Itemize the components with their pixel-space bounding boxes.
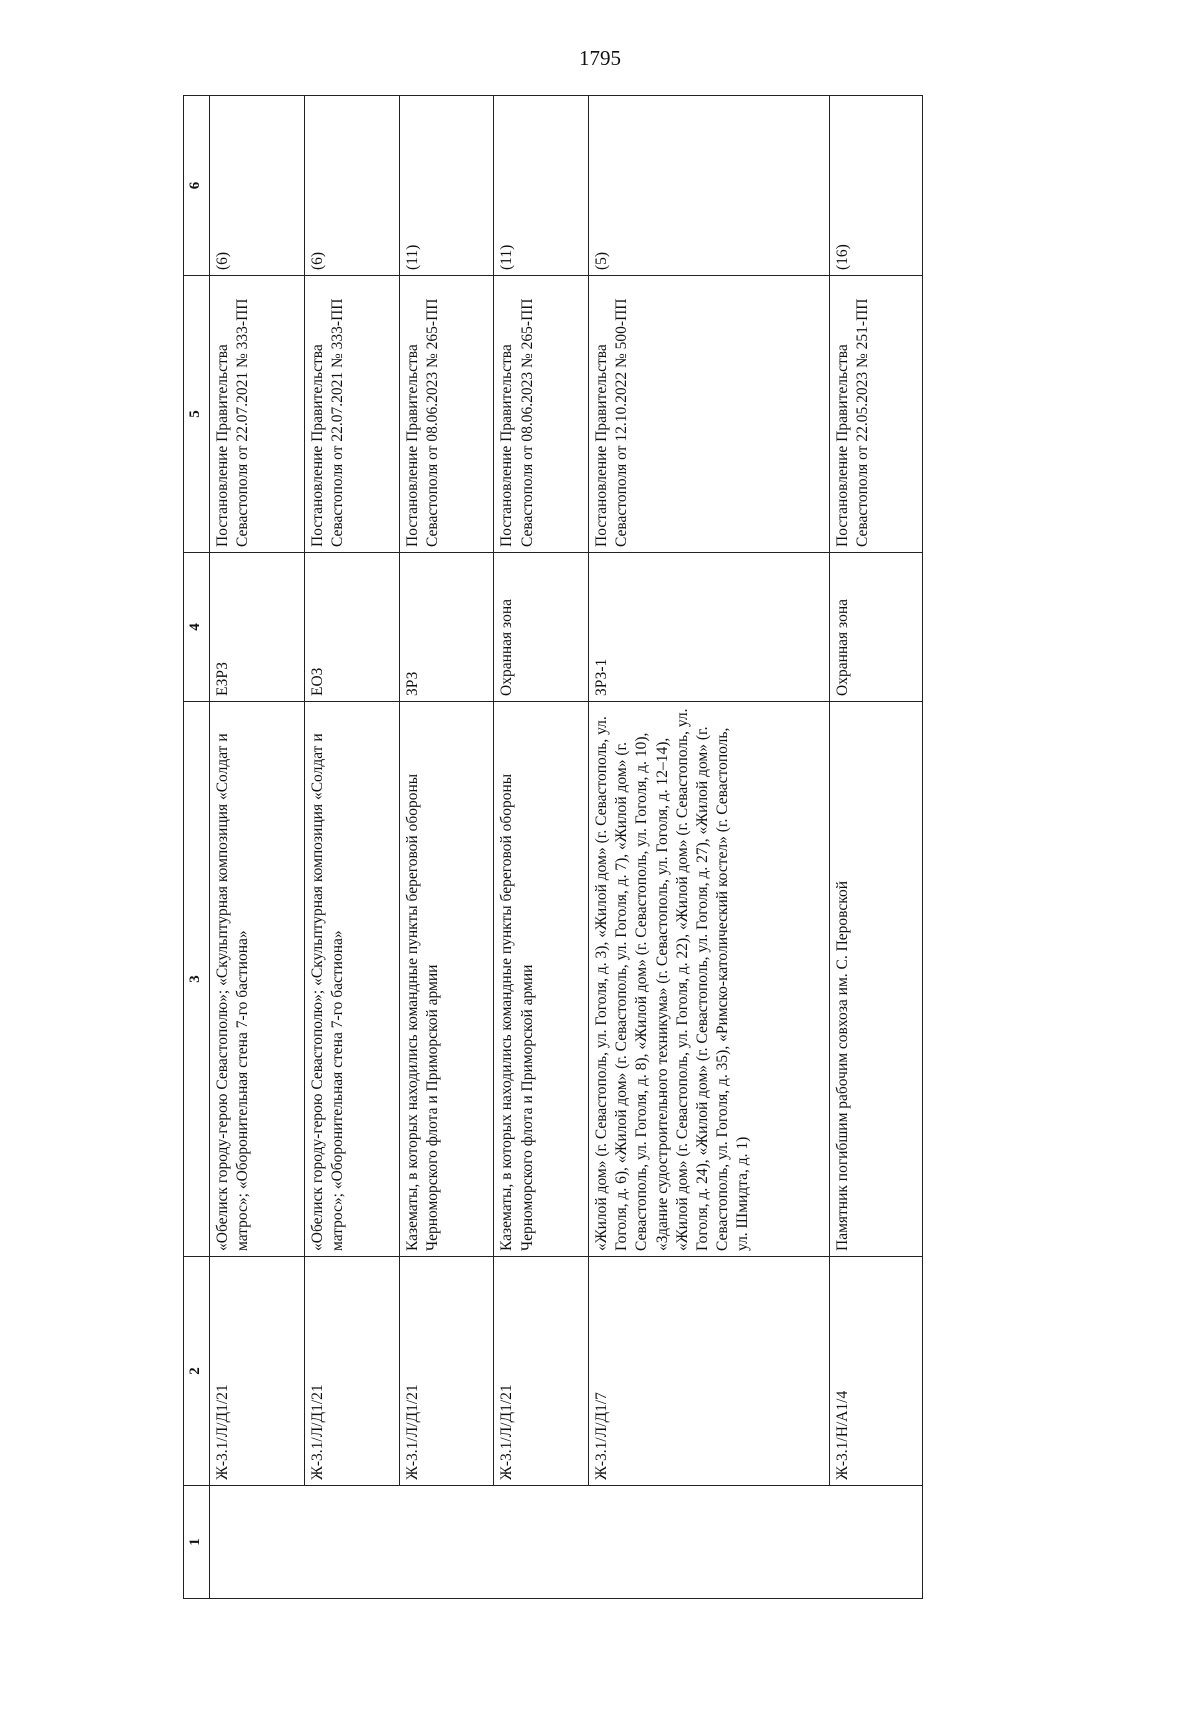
zone-code-cell: Ж-3.1/Л/Д1/21: [210, 1257, 305, 1486]
legal-act-cell: Постановление Правительства Севастополя от 08.06.2023 № 265-ПП: [494, 276, 589, 553]
column-header: 3: [184, 702, 210, 1257]
column-header: 1: [184, 1486, 210, 1599]
note-cell: (5): [589, 96, 830, 276]
column-header: 4: [184, 553, 210, 702]
object-name-cell: Памятник погибшим рабочим совхоза им. С. Перовской: [830, 702, 923, 1257]
table-row: [304, 96, 399, 1599]
rotated-table-wrapper: [183, 96, 923, 1599]
object-name-cell: Казематы, в которых находились командные пункты береговой обороны Черноморского флота и Приморской армии: [494, 702, 589, 1257]
note-cell: (6): [210, 96, 305, 276]
legal-act-cell: Постановление Правительства Севастополя от 22.07.2021 № 333-ПП: [210, 276, 305, 553]
object-name-cell: «Обелиск городу-герою Севастополю»; «Скульптурная композиция «Солдат и матрос»; «Оборонительная стена 7-го бастиона»: [304, 702, 399, 1257]
legal-act-cell: Постановление Правительства Севастополя от 22.07.2021 № 333-ПП: [304, 276, 399, 553]
legal-act-cell: Постановление Правительства Севастополя от 22.05.2023 № 251-ПП: [830, 276, 923, 553]
column-header: 6: [184, 96, 210, 276]
note-cell: (11): [494, 96, 589, 276]
table-row: [210, 96, 305, 1599]
column-header: 5: [184, 276, 210, 553]
note-cell: (6): [304, 96, 399, 276]
legal-act-cell: Постановление Правительства Севастополя от 08.06.2023 № 265-ПП: [399, 276, 494, 553]
note-cell: (16): [830, 96, 923, 276]
zone-type-cell: Охранная зона: [830, 553, 923, 702]
zone-code-cell: Ж-3.1/Н/А1/4: [830, 1257, 923, 1486]
page-number: 1795: [579, 46, 621, 70]
merged-empty-cell: [210, 1486, 923, 1599]
zone-type-cell: Охранная зона: [494, 553, 589, 702]
note-cell: (11): [399, 96, 494, 276]
legal-act-cell: Постановление Правительства Севастополя от 12.10.2022 № 500-ПП: [589, 276, 830, 553]
zone-code-cell: Ж-3.1/Л/Д1/21: [399, 1257, 494, 1486]
object-name-cell: «Жилой дом» (г. Севастополь, ул. Гоголя, д. 3), «Жилой дом» (г. Севастополь, ул. Гоголя, д. 6), «Жилой дом» (г. Севастополь, ул. Гоголя, д. 7), «Жилой дом» (г. Севастополь, ул. Гоголя, д. 8), «Жилой дом» (г. Севастополь, ул. Гоголя, д. 10), «Здание судостроительного техникума» (г. Севастополь, ул. Гоголя, д. 12–14), «Жилой дом» (г. Севастополь, ул. Гоголя, д. 22), «Жилой дом» (г. Севастополь, ул. Гоголя, д. 24), «Жилой дом» (г. Севастополь, ул. Гоголя, д. 27), «Жилой дом» (г. Севастополь, ул. Гоголя, д. 35), «Римско-католический костел» (г. Севастополь, ул. Шмидта, д. 1): [589, 702, 830, 1257]
table-row: [830, 96, 923, 1599]
object-name-cell: Казематы, в которых находились командные пункты береговой обороны Черноморского флота и Приморской армии: [399, 702, 494, 1257]
object-name-cell: «Обелиск городу-герою Севастополю»; «Скульптурная композиция «Солдат и матрос»; «Оборонительная стена 7-го бастиона»: [210, 702, 305, 1257]
zone-code-cell: Ж-3.1/Л/Д1/21: [304, 1257, 399, 1486]
registry-table: [183, 95, 923, 1599]
zone-type-cell: ЗРЗ: [399, 553, 494, 702]
column-header: 2: [184, 1257, 210, 1486]
zone-code-cell: Ж-3.1/Л/Д1/7: [589, 1257, 830, 1486]
zone-type-cell: ЕОЗ: [304, 553, 399, 702]
zone-code-cell: Ж-3.1/Л/Д1/21: [494, 1257, 589, 1486]
zone-type-cell: ЕЗРЗ: [210, 553, 305, 702]
header-row: [184, 96, 210, 1599]
table-row: [494, 96, 589, 1599]
zone-type-cell: ЗРЗ-1: [589, 553, 830, 702]
table-row: [589, 96, 830, 1599]
table-row: [399, 96, 494, 1599]
